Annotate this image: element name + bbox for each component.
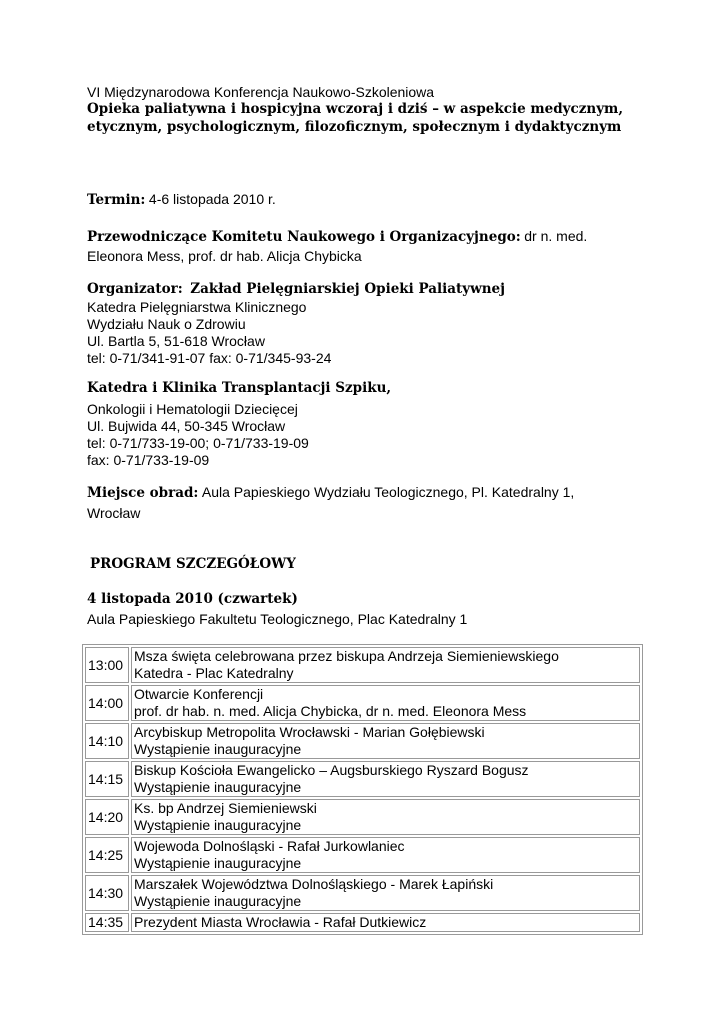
schedule-row	[85, 761, 640, 797]
schedule-event-line: Wystąpienie inauguracyjne	[134, 855, 302, 871]
conference-title: Opieka paliatywna i hospicyjna wczoraj i dziś – w aspekcie medycznym, etycznym, psychologicznym, filozoficznym, społecznym i dydaktycznym	[87, 101, 624, 135]
venue-label: Miejsce obrad:	[87, 485, 199, 501]
schedule-row	[85, 685, 640, 721]
clinic-address-line: fax: 0-71/733-19-09	[87, 452, 210, 468]
organizer-address-line: Ul. Bartla 5, 51-618 Wrocław	[87, 333, 265, 349]
organizer-address-line: Katedra Pielęgniarstwa Klinicznego	[87, 299, 307, 315]
venue-city: Wrocław	[87, 505, 141, 521]
clinic-address-line: Ul. Bujwida 44, 50-345 Wrocław	[87, 418, 286, 434]
schedule-event-line: Wystąpienie inauguracyjne	[134, 779, 302, 795]
venue-line	[87, 484, 574, 502]
schedule-row	[85, 913, 640, 932]
organizer-address	[87, 299, 331, 367]
organizer-address-line: tel: 0-71/341-91-07 fax: 0-71/345-93-24	[87, 350, 332, 366]
termin-line	[87, 191, 276, 209]
schedule-event	[131, 723, 640, 759]
schedule-time: 14:00	[85, 685, 129, 721]
clinic-address-line: Onkologii i Hematologii Dziecięcej	[87, 401, 298, 417]
schedule-time: 14:25	[85, 837, 129, 873]
schedule-event-line: Arcybiskup Metropolita Wrocławski - Marian Gołębiewski	[134, 724, 485, 740]
schedule-row	[85, 647, 640, 683]
organizer-line	[87, 281, 505, 298]
schedule-event-line: Msza święta celebrowana przez biskupa Andrzeja Siemieniewskiego	[134, 648, 559, 664]
schedule-event-line: prof. dr hab. n. med. Alicja Chybicka, dr n. med. Eleonora Mess	[134, 703, 527, 719]
schedule-event-line: Katedra - Plac Katedralny	[134, 665, 294, 681]
schedule-time: 14:15	[85, 761, 129, 797]
schedule-event	[131, 913, 640, 932]
program-heading: PROGRAM SZCZEGÓŁOWY	[90, 556, 296, 572]
schedule-event	[131, 875, 640, 911]
schedule-event-line: Ks. bp Andrzej Siemieniewski	[134, 800, 317, 816]
organizer-label: Organizator:	[87, 281, 183, 297]
chair-line	[87, 228, 587, 246]
schedule-event	[131, 837, 640, 873]
clinic-address	[87, 401, 309, 469]
schedule-time: 13:00	[85, 647, 129, 683]
schedule-event-line: Wystąpienie inauguracyjne	[134, 817, 302, 833]
schedule-row	[85, 799, 640, 835]
termin-label: Termin:	[87, 192, 146, 208]
schedule-time: 14:35	[85, 913, 129, 932]
schedule-event	[131, 799, 640, 835]
schedule-event	[131, 761, 640, 797]
conference-edition: VI Międzynarodowa Konferencja Naukowo-Szkoleniowa	[87, 84, 435, 100]
schedule-time: 14:30	[85, 875, 129, 911]
schedule-row	[85, 723, 640, 759]
schedule-row	[85, 837, 640, 873]
schedule-event	[131, 647, 640, 683]
termin-value: 4-6 listopada 2010 r.	[148, 191, 276, 207]
organizer-address-line: Wydziału Nauk o Zdrowiu	[87, 316, 246, 332]
schedule-time: 14:10	[85, 723, 129, 759]
program-place: Aula Papieskiego Fakultetu Teologicznego, Plac Katedralny 1	[87, 611, 468, 627]
schedule-event-line: Marszałek Województwa Dolnośląskiego - Marek Łapiński	[134, 876, 494, 892]
schedule-event-line: Prezydent Miasta Wrocławia - Rafał Dutkiewicz	[134, 914, 427, 930]
schedule-time: 14:20	[85, 799, 129, 835]
schedule-event	[131, 685, 640, 721]
schedule-event-line: Wojewoda Dolnośląski - Rafał Jurkowlaniec	[134, 838, 405, 854]
schedule-event-line: Wystąpienie inauguracyjne	[134, 741, 302, 757]
chair-names: Eleonora Mess, prof. dr hab. Alicja Chybicka	[87, 248, 362, 264]
program-day: 4 listopada 2010 (czwartek)	[87, 591, 298, 607]
organizer-name: Zakład Pielęgniarskiej Opieki Paliatywnej	[190, 281, 506, 297]
schedule-row	[85, 875, 640, 911]
clinic-address-line: tel: 0-71/733-19-00; 0-71/733-19-09	[87, 435, 309, 451]
schedule-event-line: Wystąpienie inauguracyjne	[134, 893, 302, 909]
schedule-event-line: Biskup Kościoła Ewangelicko – Augsburskiego Ryszard Bogusz	[134, 762, 529, 778]
schedule-event-line: Otwarcie Konferencji	[134, 686, 264, 702]
clinic-name: Katedra i Klinika Transplantacji Szpiku,	[87, 380, 392, 396]
venue-value: Aula Papieskiego Wydziału Teologicznego, Pl. Katedralny 1,	[201, 484, 575, 500]
chair-value: dr n. med.	[524, 228, 588, 244]
schedule-table	[82, 644, 643, 935]
chair-label: Przewodniczące Komitetu Naukowego i Organizacyjnego:	[87, 229, 521, 245]
